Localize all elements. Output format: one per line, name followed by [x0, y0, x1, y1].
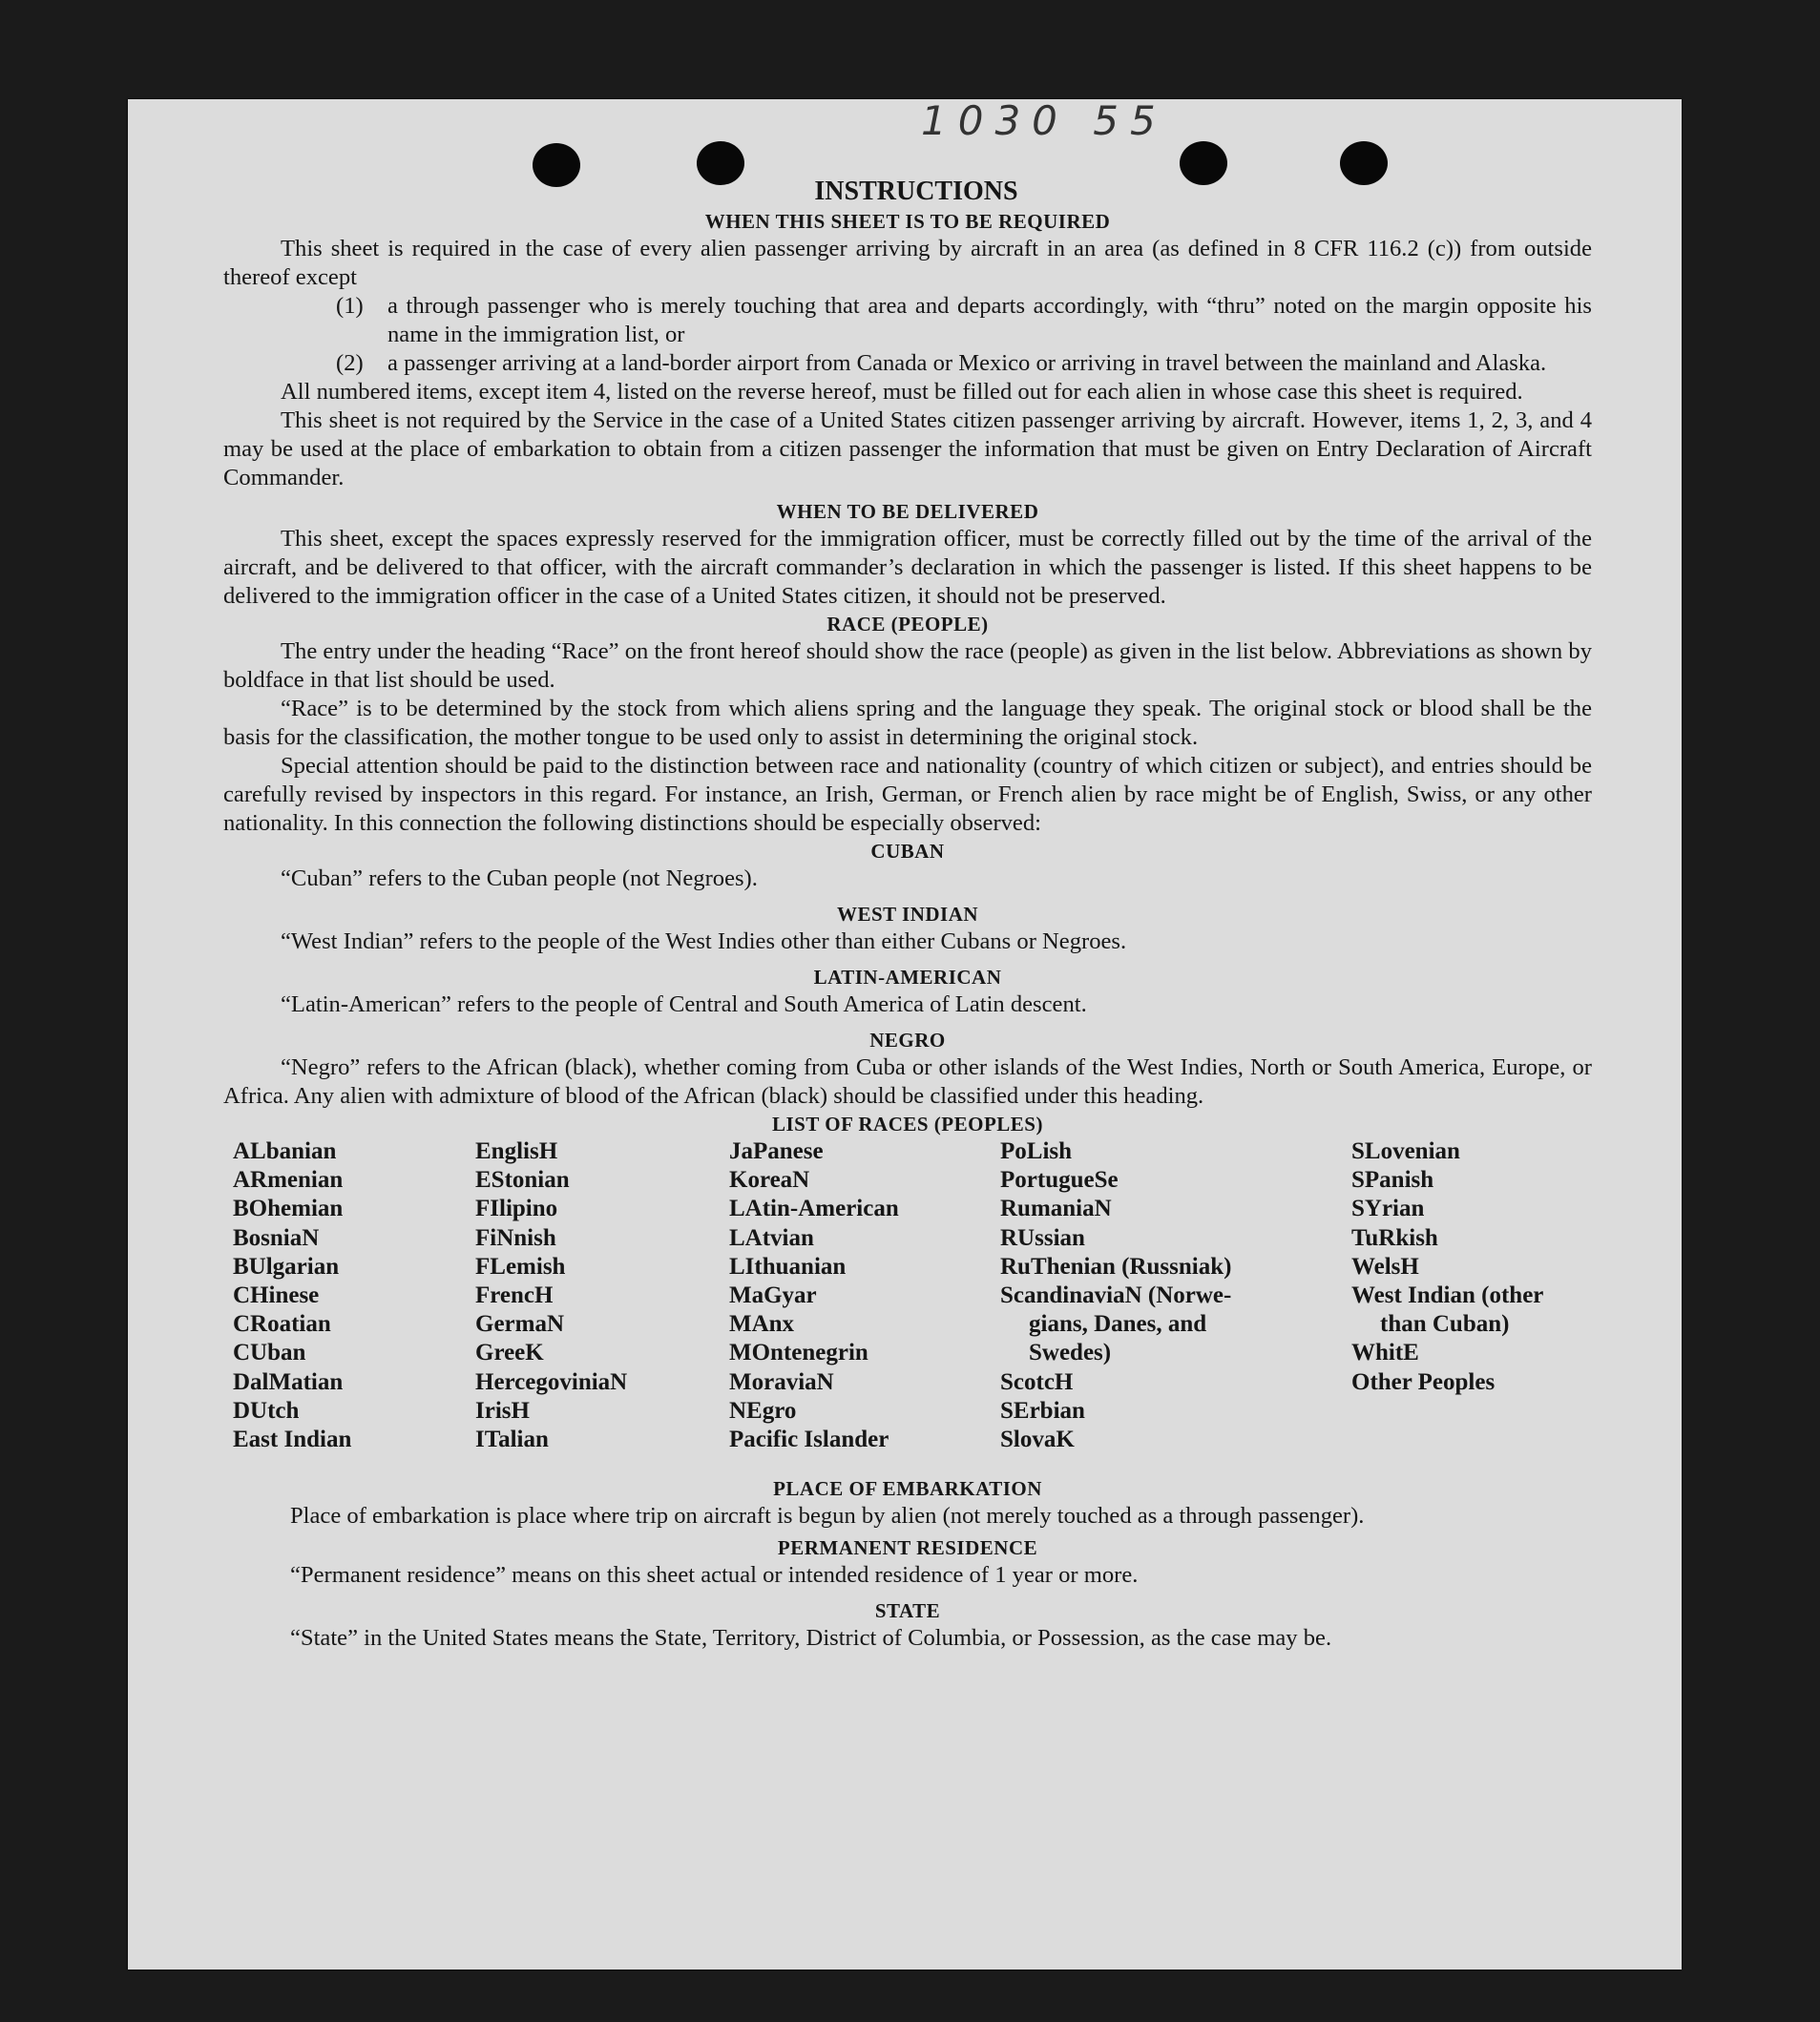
race-entry: than Cuban): [1380, 1311, 1510, 1338]
section-heading: WEST INDIAN: [836, 903, 979, 926]
race-entry: NEgro: [729, 1397, 797, 1424]
item-number: (2): [336, 350, 364, 376]
race-entry: DUtch: [233, 1397, 300, 1424]
race-entry: RuThenian (Russniak): [1000, 1253, 1232, 1280]
page-title: INSTRUCTIONS: [814, 177, 1018, 206]
race-entry: BUlgarian: [233, 1253, 340, 1280]
paragraph: The entry under the heading “Race” on the front hereof should show the race (people) as given in the list below. Abbreviations as shown by boldface in that list should be used.: [223, 638, 1592, 693]
race-entry: SlovaK: [1000, 1427, 1075, 1453]
race-entry: SYrian: [1351, 1196, 1425, 1222]
race-entry: PortugueSe: [1000, 1167, 1119, 1194]
race-entry: IrisH: [475, 1397, 530, 1424]
section-heading: PLACE OF EMBARKATION: [773, 1477, 1042, 1500]
paragraph: All numbered items, except item 4, listed on the reverse hereof, must be filled out for each alien in whose case this sheet is required.: [281, 379, 1523, 405]
section-heading: WHEN THIS SHEET IS TO BE REQUIRED: [704, 210, 1111, 233]
paragraph: “Cuban” refers to the Cuban people (not Negroes).: [281, 865, 758, 891]
race-entry: EStonian: [475, 1167, 570, 1194]
race-entry: Pacific Islander: [729, 1427, 889, 1453]
races-column: [1000, 1137, 1231, 1454]
handwritten-number: 1030 55: [921, 97, 1167, 144]
race-entry: KoreaN: [729, 1167, 810, 1194]
race-entry: MAnx: [729, 1311, 795, 1338]
section-heading: PERMANENT RESIDENCE: [777, 1536, 1038, 1559]
race-entry: ALbanian: [233, 1138, 337, 1164]
races-column: [1351, 1137, 1543, 1397]
race-entry: SLovenian: [1351, 1138, 1460, 1164]
race-entry: RumaniaN: [1000, 1196, 1112, 1222]
race-entry: CUban: [233, 1340, 306, 1366]
section-heading: WHEN TO BE DELIVERED: [776, 500, 1039, 523]
race-entry: TuRkish: [1351, 1224, 1438, 1251]
list-item: [223, 349, 1592, 378]
race-entry: East Indian: [233, 1427, 352, 1453]
races-column: [729, 1137, 899, 1454]
paragraph: This sheet, except the spaces expressly reserved for the immigration officer, must be correctly filled out by the time of the arrival of the aircraft, and be delivered to that officer, with the aircraft commander’s declaration in which the passenger is listed. If this sheet happens to be delivered to the immigration officer in the case of a United States citizen, it should not be preserved.: [223, 526, 1592, 609]
race-entry: ITalian: [475, 1427, 549, 1453]
race-entry: Swedes): [1029, 1340, 1112, 1366]
race-entry: SErbian: [1000, 1397, 1085, 1424]
paragraph: “Race” is to be determined by the stock from which aliens spring and the language they speak. The original stock or blood shall be the basis for the classification, the mother tongue to be used only to assist in determining the original stock.: [223, 696, 1592, 750]
item-text: a through passenger who is merely touching that area and departs accordingly, with “thru” noted on the margin opposite his name in the immigration list, or: [387, 293, 1592, 347]
section-heading: LIST OF RACES (PEOPLES): [772, 1113, 1043, 1136]
race-entry: WelsH: [1351, 1253, 1419, 1280]
paragraph: “Latin-American” refers to the people of Central and South America of Latin descent.: [281, 991, 1087, 1017]
section-heading: NEGRO: [869, 1029, 946, 1052]
race-entry: DalMatian: [233, 1368, 344, 1395]
race-entry: EnglisH: [475, 1138, 558, 1164]
race-entry: MOntenegrin: [729, 1340, 868, 1366]
race-entry: WhitE: [1351, 1340, 1419, 1366]
race-entry: PoLish: [1000, 1138, 1073, 1164]
race-entry: ScandinaviaN (Norwe-: [1000, 1282, 1232, 1309]
race-entry: GermaN: [475, 1311, 565, 1338]
race-entry: RUssian: [1000, 1224, 1085, 1251]
paragraph: “State” in the United States means the State, Territory, District of Columbia, or Possession, as the case may be.: [290, 1625, 1332, 1651]
paragraph: This sheet is not required by the Service in the case of a United States citizen passenger arriving by aircraft. However, items 1, 2, 3, and 4 may be used at the place of embarkation to obtain from a citizen passenger the information that must be given on Entry Declaration of Aircraft Commander.: [223, 407, 1592, 490]
races-column: [475, 1137, 627, 1454]
race-entry: FIlipino: [475, 1196, 558, 1222]
document-content: [223, 176, 1592, 1653]
race-entry: GreeK: [475, 1340, 544, 1366]
paragraph: “West Indian” refers to the people of the West Indies other than either Cubans or Negroes.: [281, 928, 1127, 954]
race-entry: West Indian (other: [1351, 1282, 1544, 1309]
race-entry: SPanish: [1351, 1167, 1434, 1194]
race-entry: FLemish: [475, 1253, 566, 1280]
race-entry: CHinese: [233, 1282, 320, 1309]
race-entry: LAtvian: [729, 1224, 814, 1251]
race-entry: MaGyar: [729, 1282, 817, 1309]
section-heading: RACE (PEOPLE): [826, 613, 989, 636]
section-heading: CUBAN: [870, 840, 945, 863]
paragraph: Place of embarkation is place where trip on aircraft is begun by alien (not merely touched as a through passenger).: [290, 1503, 1365, 1529]
race-entry: ScotcH: [1000, 1368, 1074, 1395]
race-entry: BOhemian: [233, 1196, 344, 1222]
race-entry: MoraviaN: [729, 1368, 834, 1395]
race-entry: JaPanese: [729, 1138, 824, 1164]
race-entry: BosniaN: [233, 1224, 320, 1251]
races-list: [223, 1137, 1592, 1475]
race-entry: ARmenian: [233, 1167, 344, 1194]
section-heading: LATIN-AMERICAN: [813, 966, 1002, 989]
paragraph: Special attention should be paid to the distinction between race and nationality (country of which citizen or subject), and entries should be carefully revised by inspectors in this regard. For instance, an Irish, German, or French alien by race might be of English, Swiss, or any other nationality. In this connection the following distinctions should be especially observed:: [223, 753, 1592, 836]
race-entry: gians, Danes, and: [1029, 1311, 1207, 1338]
paragraph: “Permanent residence” means on this sheet actual or intended residence of 1 year or more.: [290, 1562, 1139, 1588]
section-heading: STATE: [874, 1599, 941, 1622]
paragraph: “Negro” refers to the African (black), whether coming from Cuba or other islands of the West Indies, North or South America, Europe, or Africa. Any alien with admixture of blood of the African (black) should be classified under this heading.: [223, 1054, 1592, 1109]
list-item: [223, 292, 1592, 349]
race-entry: HercegoviniaN: [475, 1368, 628, 1395]
race-entry: LIthuanian: [729, 1253, 847, 1280]
race-entry: FrencH: [475, 1282, 554, 1309]
race-entry: Other Peoples: [1351, 1368, 1496, 1395]
race-entry: LAtin-American: [729, 1196, 899, 1222]
item-number: (1): [336, 293, 364, 319]
race-entry: CRoatian: [233, 1311, 331, 1338]
item-text: a passenger arriving at a land-border airport from Canada or Mexico or arriving in travel between the mainland and Alaska.: [387, 350, 1547, 376]
paragraph: This sheet is required in the case of every alien passenger arriving by aircraft in an area (as defined in 8 CFR 116.2 (c)) from outside thereof except: [223, 236, 1592, 290]
races-column: [233, 1137, 351, 1454]
race-entry: FiNnish: [475, 1224, 556, 1251]
